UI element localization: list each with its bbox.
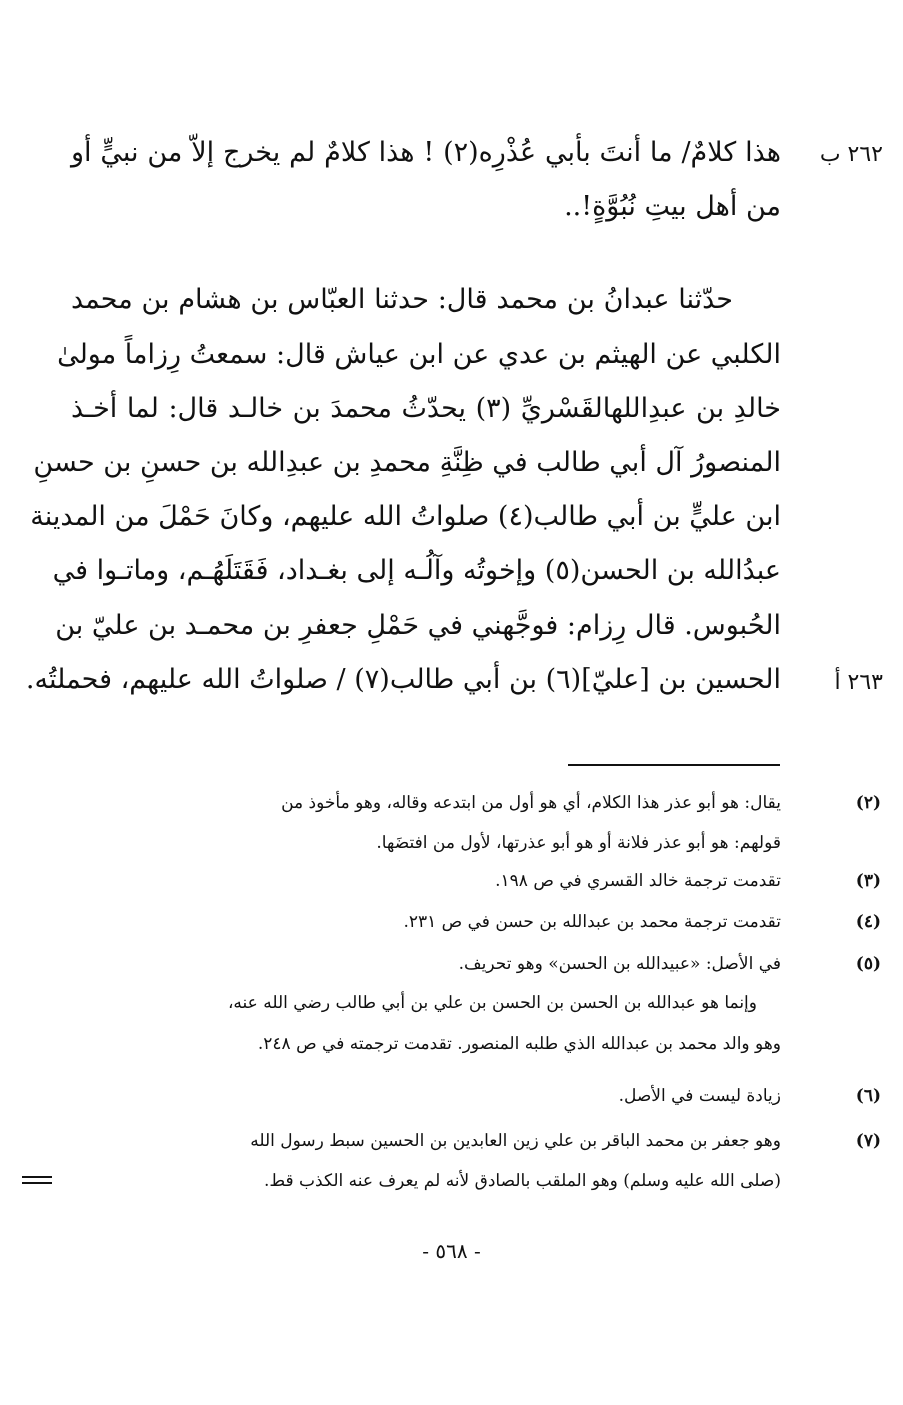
main-text-line: الحُبوس. قال رِزام: فوجَّهني في حَمْلِ جعفرِ بن محمـد بن عليّ بن — [55, 610, 781, 641]
footnote-text: تقدمت ترجمة محمد بن عبدالله بن حسن في ص ٢٣١. — [403, 912, 781, 932]
footnote-text: وإنما هو عبدالله بن الحسن بن الحسن بن علي بن أبي طالب رضي الله عنه، — [227, 993, 757, 1013]
main-text-line: ابن عليٍّ بن أبي طالب(٤) صلواتُ الله عليهم، وكانَ حَمْلَ من المدينة — [30, 501, 781, 532]
page-number: - ٥٦٨ - — [422, 1239, 481, 1263]
footnote-number: (٦) — [855, 1086, 881, 1106]
margin-folio-bottom: ٢٦٣ أ — [834, 670, 883, 695]
footnote-number: (٥) — [855, 954, 881, 974]
main-text-line: عبدُالله بن الحسن(٥) وإخوتُه وآلُـه إلى بغـداد، فَقَتَلَهُـم، وماتـوا في — [52, 555, 781, 586]
footnote-text: زيادة ليست في الأصل. — [618, 1086, 781, 1106]
footnote-text: يقال: هو أبو عذر هذا الكلام، أي هو أول من ابتدعه وقاله، وهو مأخوذ من — [281, 793, 781, 813]
footnote-number: (٤) — [855, 912, 881, 932]
continuation-mark — [22, 1176, 52, 1186]
footnote-number: (٢) — [855, 793, 881, 813]
main-text-line: حدّثنا عبدانُ بن محمد قال: حدثنا العبّاس بن هشام بن محمد — [71, 284, 733, 315]
footnote-text: (صلى الله عليه وسلم) وهو الملقب بالصادق لأنه لم يعرف عنه الكذب قط. — [263, 1171, 781, 1191]
footnote-text: في الأصل: «عبيدالله بن الحسن» وهو تحريف. — [458, 954, 781, 974]
main-text-line: الحسين بن [عليّ](٦) بن أبي طالب(٧) / صلواتُ الله عليهم، فحملتُه. — [25, 664, 781, 695]
main-text-line: خالدِ بن عبدِاللهالقَسْريِّ (٣) يحدّثُ محمدَ بن خالـد قال: لما أخـذ — [71, 393, 782, 424]
main-text-line: المنصورُ آل أبي طالب في ظِنَّةِ محمدِ بن عبدِالله بن حسنِ بن حسنِ — [33, 447, 781, 478]
main-text-line: هذا كلامٌ/ ما أنتَ بأبي عُذْرِه(٢) ! هذا كلامٌ لم يخرج إلاّ من نبيٍّ أو — [71, 137, 781, 168]
footnote-text: قولهم: هو أبو عذر فلانة أو هو أبو عذرتها، لأول من افتضَها. — [376, 833, 781, 853]
margin-folio-top: ٢٦٢ ب — [819, 142, 883, 167]
main-text-line: من أهل بيتِ نُبُوَّةٍ!.. — [564, 191, 781, 222]
footnote-text: وهو والد محمد بن عبدالله الذي طلبه المنصور. تقدمت ترجمته في ص ٢٤٨. — [257, 1034, 781, 1054]
footnote-text: تقدمت ترجمة خالد القسري في ص ١٩٨. — [495, 871, 781, 891]
main-text-line: الكلبي عن الهيثم بن عدي عن ابن عياش قال: سمعتُ رِزاماً مولىٰ — [57, 339, 781, 370]
footnote-number: (٣) — [855, 871, 881, 891]
footnote-text: وهو جعفر بن محمد الباقر بن علي زين العابدين بن الحسين سبط رسول الله — [250, 1131, 781, 1151]
footnote-separator — [568, 764, 780, 766]
footnote-number: (٧) — [855, 1131, 881, 1151]
